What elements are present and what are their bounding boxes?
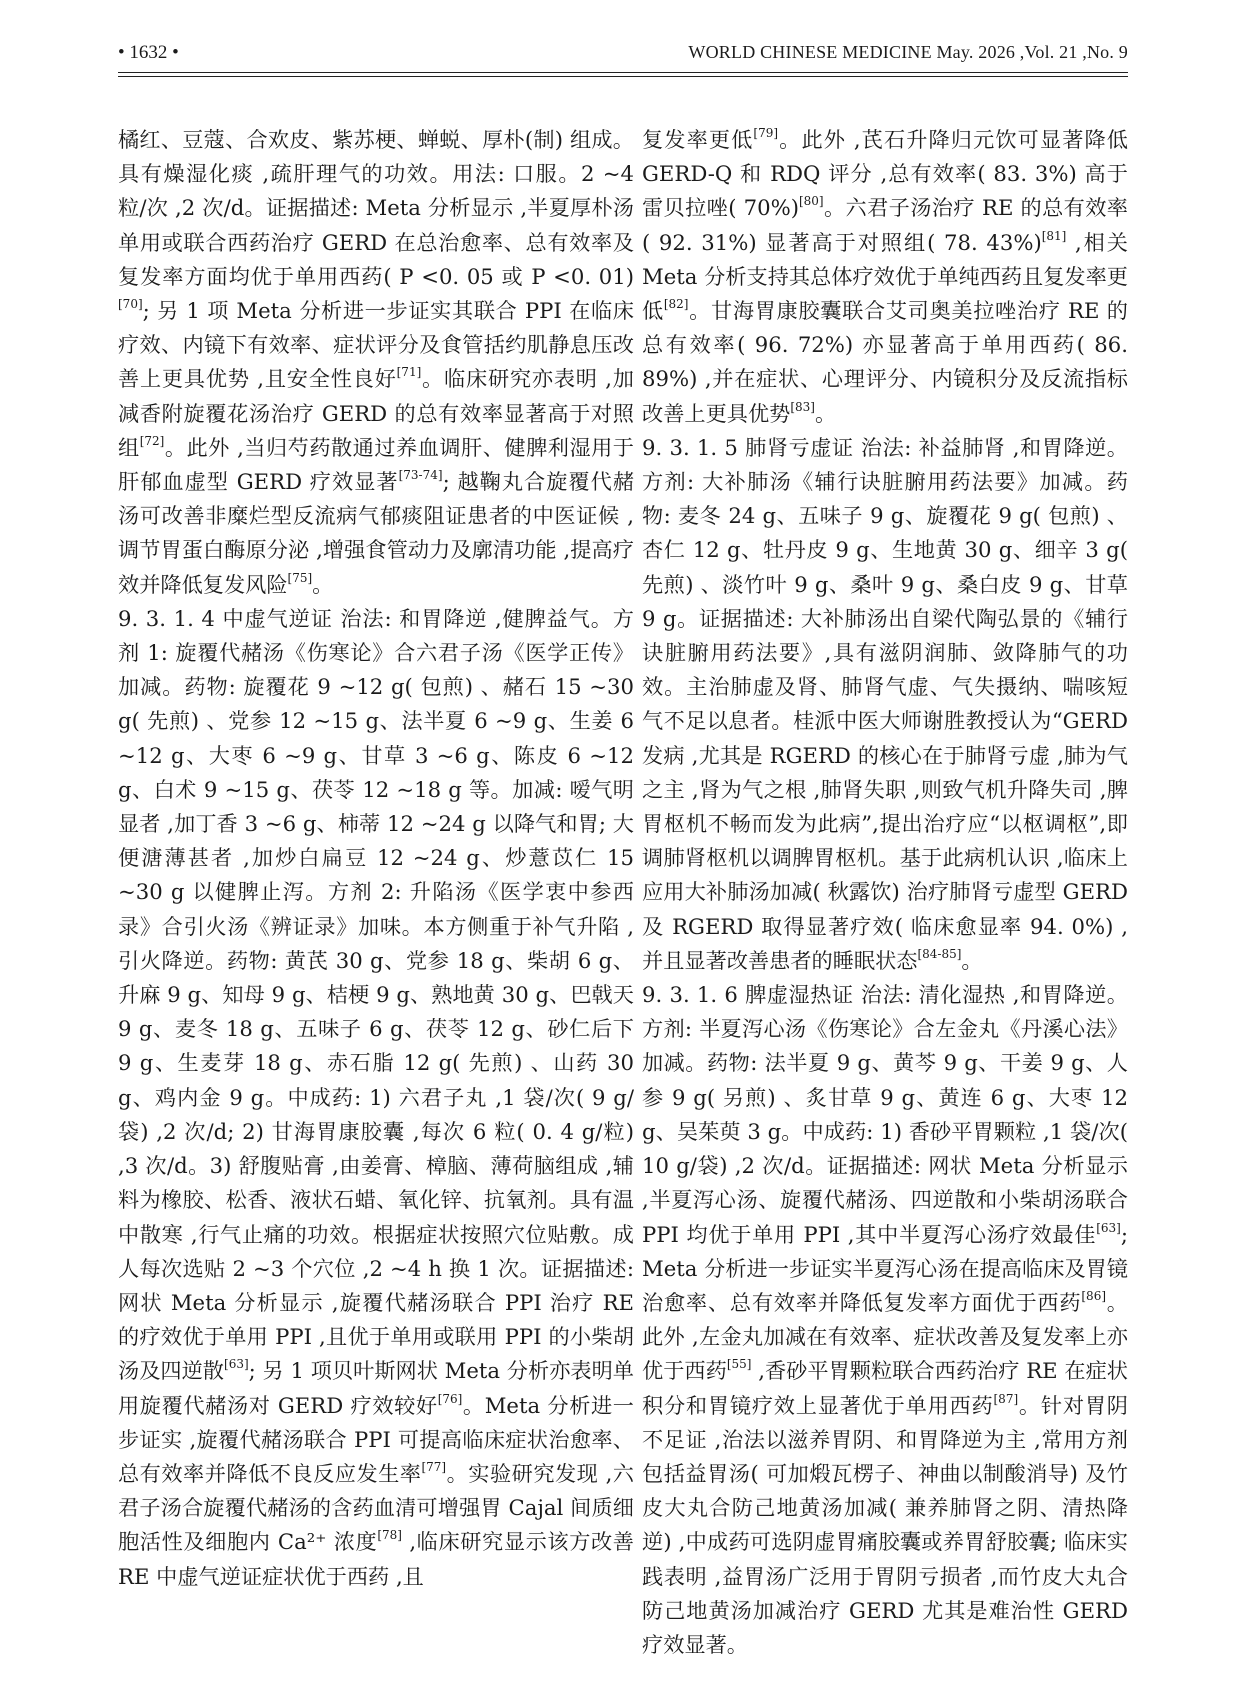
citation: [83] xyxy=(790,399,815,414)
right-body-text: 复发率更低[79]。此外 ,芪石升降归元饮可显著降低 GERD-Q 和 RDQ 评分 ,总有效率( 83. 3%) 高于雷贝拉唑( 70%)[80]。六君子汤治疗 RE 的总有效率( 92. 31%) 显著高于对照组( 78. 43%)[81] ,相关 Meta 分析支持其总体疗效优于单纯西药且复发率更低[82]。甘海胃康胶囊联合艾司奥美拉唑治疗 RE 的总有效率( 96. 72%) 亦显著高于单用西药( 86. 89%) ,并在症状、心理评分、内镜积分及反流指标改善上更具优势[83]。 xyxy=(642,125,1128,426)
section-9-3-1-6: 9. 3. 1. 6 脾虚湿热证 治法: 清化湿热 ,和胃降逆。方剂: 半夏泻心汤《伤寒论》合左金丸《丹溪心法》加减。药物: 法半夏 9 g、黄芩 9 g、干姜 9 g、人参 9 g( 另煎) 、炙甘草 9 g、黄连 6 g、大枣 12 g、吴茱萸 3 g。中成药: 1) 香砂平胃颗粒 ,1 袋/次( 10 g/袋) ,2 次/d。证据描述: 网状 Meta 分析显示 ,半夏泻心汤、旋覆代赭汤、四逆散和小柴胡汤联合 PPI 均优于单用 PPI ,其中半夏泻心汤疗效最佳[63]; Meta 分析进一步证实半夏泻心汤在提高临床及胃镜治愈率、总有效率并降低复发率方面优于西药[86]。此外 ,左金丸加减在有效率、症状改善及复发率上亦优于西药[55] ,香砂平胃颗粒联合西药治疗 RE 在症状积分和胃镜疗效上显著优于单用西药[87]。针对胃阴不足证 ,治法以滋养胃阴、和胃降逆为主 ,常用方剂包括益胃汤( 可加煅瓦楞子、神曲以制酸消导) 及竹皮大丸合防己地黄汤加减( 兼养肺肾之阴、清热降逆) ,中成药可选阴虚胃痛胶囊或养胃舒胶囊; 临床实践表明 ,益胃汤广泛用于胃阴亏损者 ,而竹皮大丸合防己地黄汤加减治疗 GERD 尤其是难治性 GERD 疗效显著。 xyxy=(642,982,1128,1657)
citation: [55] xyxy=(726,1357,752,1372)
section-9-3-1-4: 9. 3. 1. 4 中虚气逆证 治法: 和胃降逆 ,健脾益气。方剂 1: 旋覆代赭汤《伤寒论》合六君子汤《医学正传》加减。药物: 旋覆花 9 ~12 g( 包煎) 、赭石 15 ~30 g( 先煎) 、党参 12 ~15 g、法半夏 6 ~9 g、生姜 6 ~12 g、大枣 6 ~9 g、甘草 3 ~6 g、陈皮 6 ~12 g、白术 9 ~15 g、茯苓 12 ~18 g 等。加减: 嗳气明显者 ,加丁香 3 ~6 g、柿蒂 12 ~24 g 以降气和胃; 大便溏薄甚者 ,加炒白扁豆 12 ~24 g、炒薏苡仁 15 ~30 g 以健脾止泻。方剂 2: 升陷汤《医学衷中参西录》合引火汤《辨证录》加味。本方侧重于补气升陷 ,引火降逆。药物: 黄芪 30 g、党参 18 g、柴胡 6 g、升麻 9 g、知母 9 g、桔梗 9 g、熟地黄 30 g、巴戟天 9 g、麦冬 18 g、五味子 6 g、茯苓 12 g、砂仁后下 9 g、生麦芽 18 g、赤石脂 12 g( 先煎) 、山药 30 g、鸡内金 9 g。中成药: 1) 六君子丸 ,1 袋/次( 9 g/袋) ,2 次/d; 2) 甘海胃康胶囊 ,每次 6 粒( 0. 4 g/粒) ,3 次/d。3) 舒腹贴膏 ,由姜膏、樟脑、薄荷脑组成 ,辅料为橡胶、松香、液状石蜡、氧化锌、抗氧剂。具有温中散寒 ,行气止痛的功效。根据症状按照穴位贴敷。成人每次选贴 2 ~3 个穴位 ,2 ~4 h 换 1 次。证据描述: 网状 Meta 分析显示 ,旋覆代赭汤联合 PPI 治疗 RE 的疗效优于单用 PPI ,且优于单用或联用 PPI 的小柴胡汤及四逆散[63]; 另 1 项贝叶斯网状 Meta 分析亦表明单用旋覆代赭汤对 GERD 疗效较好[76]。Meta 分析进一步证实 ,旋覆代赭汤联合 PPI 可提高临床症状治愈率、总有效率并降低不良反应发生率[77]。实验研究发现 ,六君子汤合旋覆代赭汤的含药血清可增强胃 Cajal 间质细胞活性及细胞内 Ca²⁺ 浓度[78] ,临床研究显示该方改善 RE 中虚气逆证症状优于西药 ,且 xyxy=(118,605,634,1589)
citation: [78] xyxy=(377,1528,402,1543)
section-9-3-1-5: 9. 3. 1. 5 肺肾亏虚证 治法: 补益肺肾 ,和胃降逆。方剂: 大补肺汤《辅行诀脏腑用药法要》加减。药物: 麦冬 24 g、五味子 9 g、旋覆花 9 g( 包煎) 、杏仁 12 g、牡丹皮 9 g、生地黄 30 g、细辛 3 g( 先煎) 、淡竹叶 9 g、桑叶 9 g、桑白皮 9 g、甘草 9 g。证据描述: 大补肺汤出自梁代陶弘景的《辅行诀脏腑用药法要》,具有滋阴润肺、敛降肺气的功效。主治肺虚及肾、肺肾气虚、气失摄纳、喘咳短气不足以息者。桂派中医大师谢胜教授认为“GERD 发病 ,尤其是 RGERD 的核心在于肺肾亏虚 ,肺为气之主 ,肾为气之根 ,肺肾失职 ,则致气机升降失司 ,脾胃枢机不畅而发为此病”,提出治疗应“以枢调枢”,即调肺肾枢机以调脾胃枢机。基于此病机认识 ,临床上应用大补肺汤加减( 秋露饮) 治疗肺肾亏虚型 GERD 及 RGERD 取得显著疗效( 临床愈显率 94. 0%) ,并且显著改善患者的睡眠状态[84-85]。 xyxy=(642,434,1128,973)
citation: [86] xyxy=(1081,1288,1107,1303)
citation: [84-85] xyxy=(917,946,962,961)
page-number: • 1632 • xyxy=(118,42,179,63)
citation: [81] xyxy=(1041,228,1067,243)
citation: [70] xyxy=(118,296,143,311)
page-header xyxy=(118,42,1128,82)
citation: [80] xyxy=(798,194,824,209)
citation: [77] xyxy=(421,1459,447,1474)
citation: [76] xyxy=(437,1391,463,1406)
header-rule-thin xyxy=(118,76,1128,77)
citation: [72] xyxy=(139,433,165,448)
right-column xyxy=(642,123,1128,1657)
citation: [63] xyxy=(224,1357,249,1372)
citation: [79] xyxy=(753,125,779,140)
citation: [73-74] xyxy=(398,467,443,482)
citation: [63] xyxy=(1096,1220,1121,1235)
journal-info: WORLD CHINESE MEDICINE May. 2026 ,Vol. 21 ,No. 9 xyxy=(688,42,1128,62)
left-column xyxy=(118,123,634,1603)
citation: [71] xyxy=(396,365,422,380)
citation: [87] xyxy=(993,1391,1019,1406)
left-body-text: 橘红、豆蔻、合欢皮、紫苏梗、蝉蜕、厚朴(制) 组成。具有燥湿化痰 ,疏肝理气的功效。用法: 口服。2 ~4 粒/次 ,2 次/d。证据描述: Meta 分析显示 ,半夏厚朴汤单用或联合西药治疗 GERD 在总治愈率、总有效率及复发率方面均优于单用西药( P <0. 05 或 P <0. 01) [70]; 另 1 项 Meta 分析进一步证实其联合 PPI 在临床疗效、内镜下有效率、症状评分及食管括约肌静息压改善上更具优势 ,且安全性良好[71]。临床研究亦表明 ,加减香附旋覆花汤治疗 GERD 的总有效率显著高于对照组[72]。此外 ,当归芍药散通过养血调肝、健脾利湿用于肝郁血虚型 GERD 疗效显著[73-74]; 越鞠丸合旋覆代赭汤可改善非糜烂型反流病气郁痰阻证患者的中医证候 ,调节胃蛋白酶原分泌 ,增强食管动力及廓清功能 ,提高疗效并降低复发风险[75]。 xyxy=(118,127,635,597)
citation: [82] xyxy=(663,296,689,311)
header-rule-thick xyxy=(118,72,1128,73)
citation: [75] xyxy=(287,570,313,585)
